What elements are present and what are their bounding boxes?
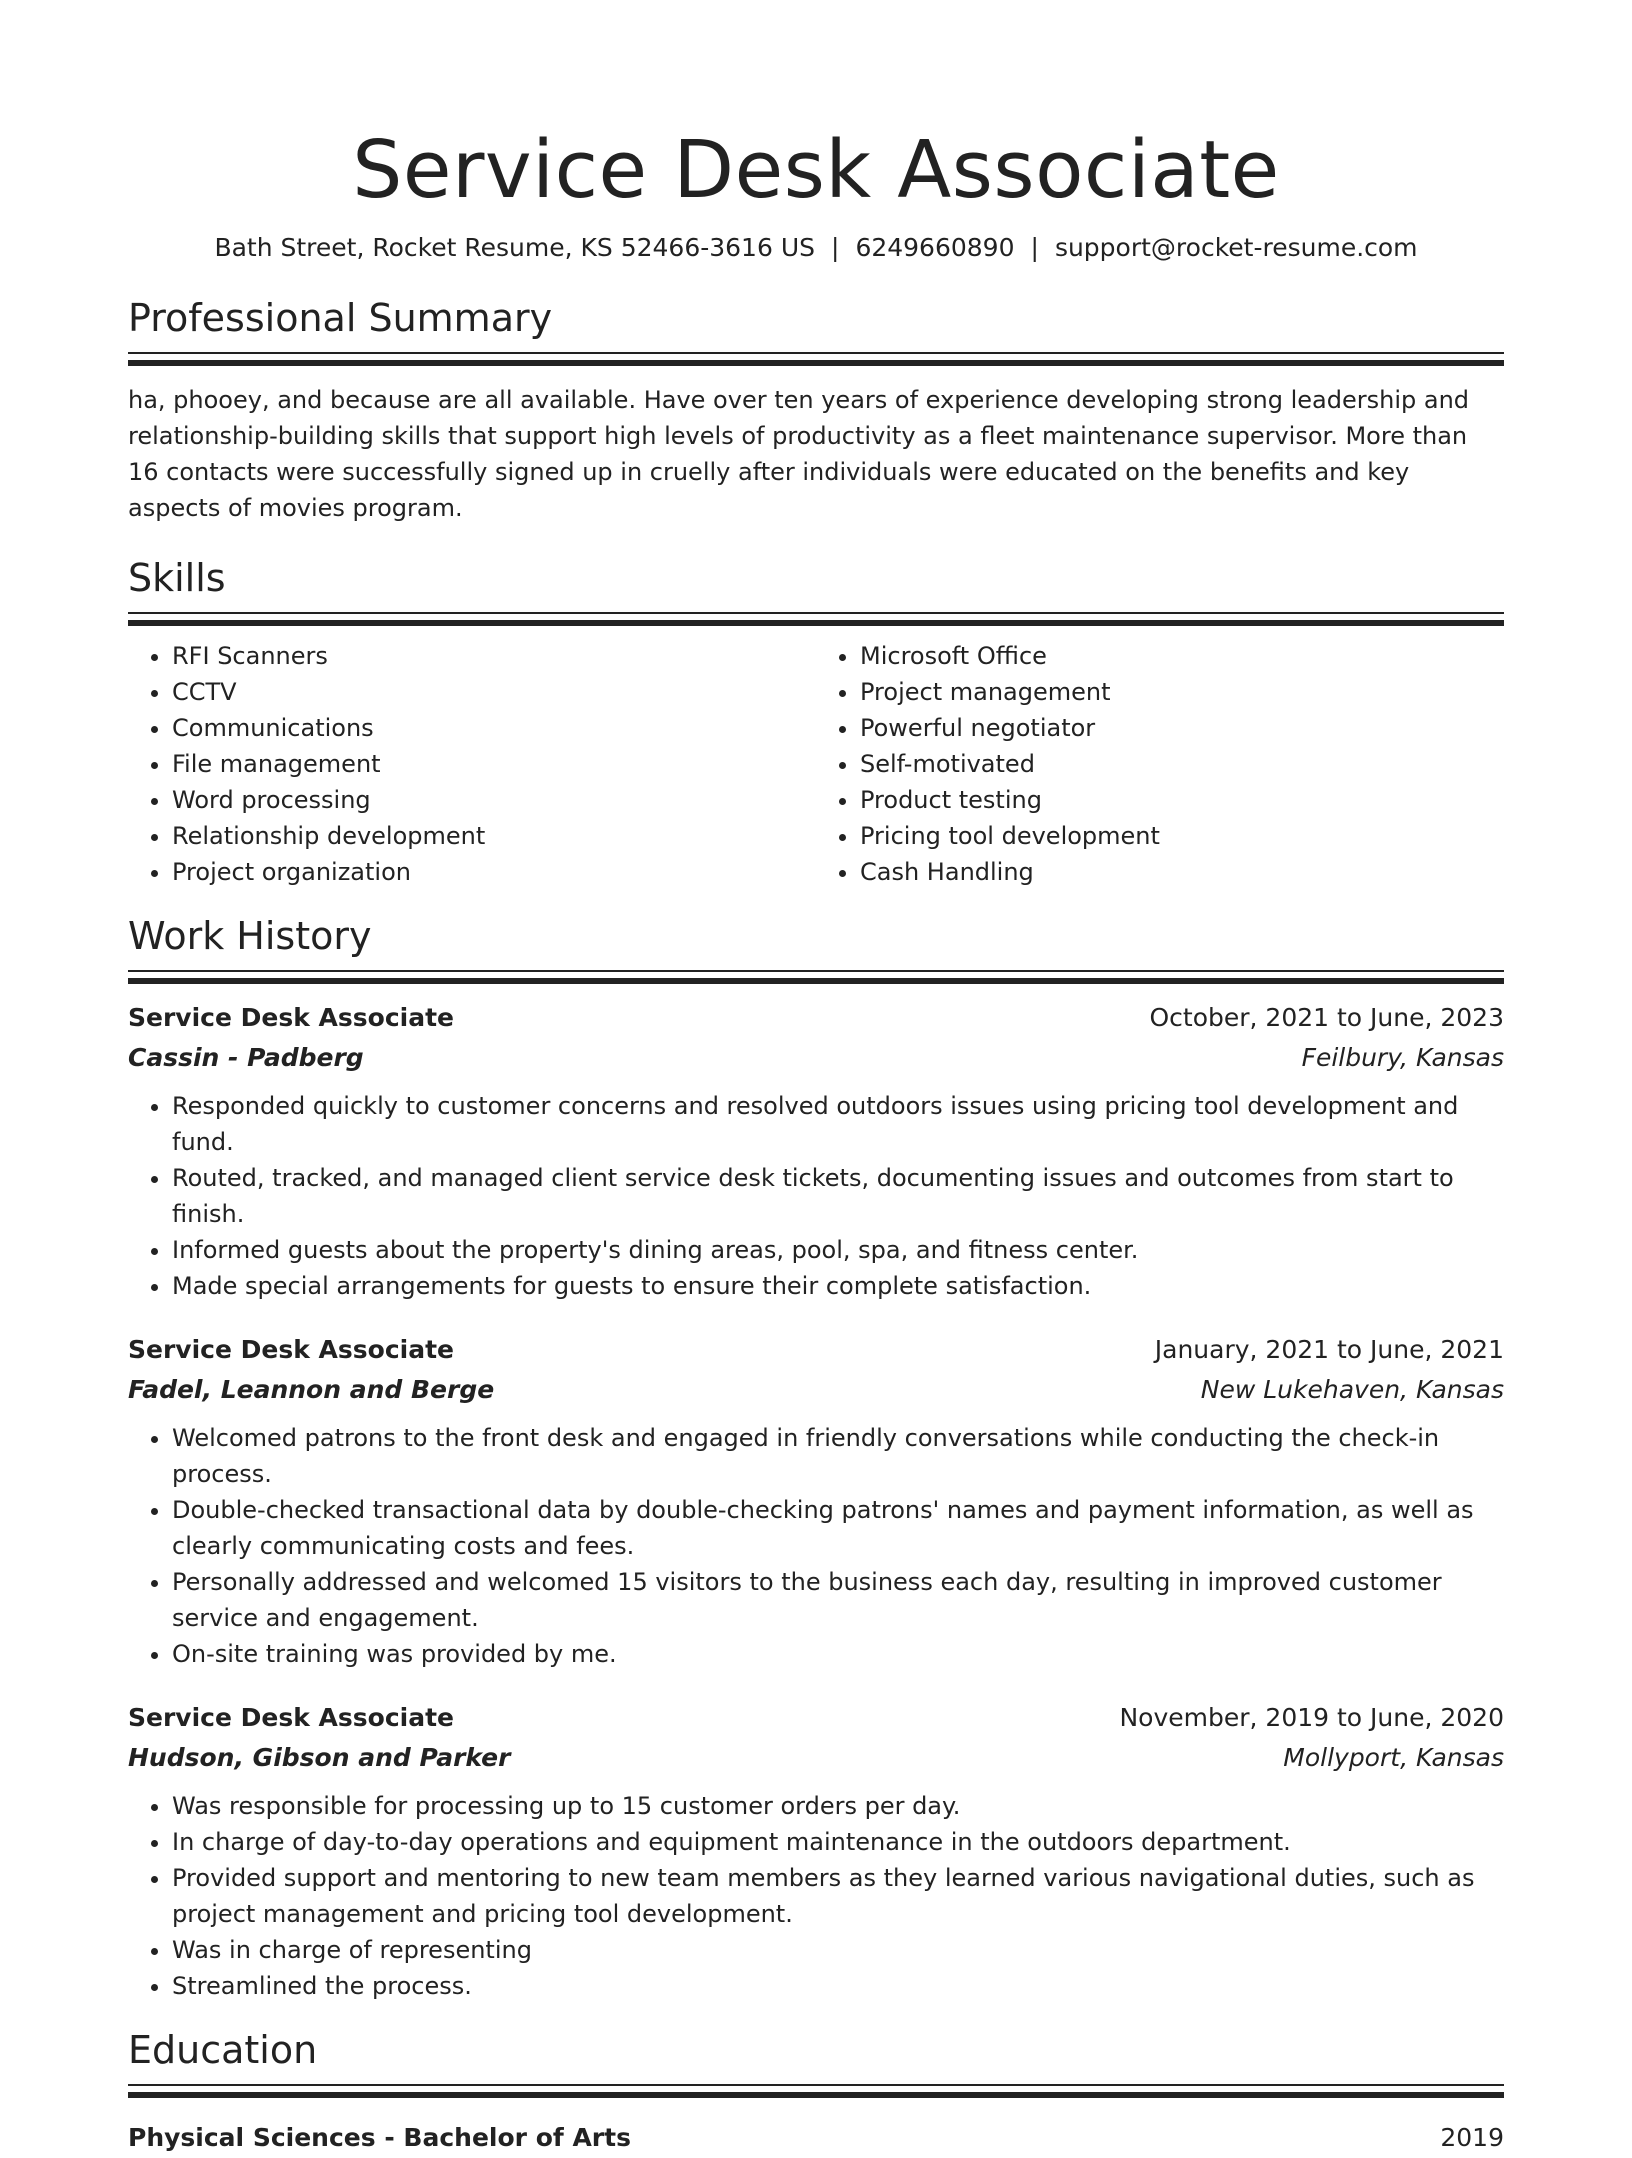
skill-item: • Microsoft Office bbox=[860, 638, 1504, 674]
skill-item: • Communications bbox=[172, 710, 816, 746]
resume-name: Service Desk Associate bbox=[352, 124, 1280, 216]
job-dates: January, 2021 to June, 2021 bbox=[1154, 1335, 1504, 1364]
job-location: New Lukehaven, Kansas bbox=[1200, 1375, 1504, 1404]
job-entry bbox=[128, 1698, 1504, 2004]
summary-heading: Professional Summary bbox=[128, 296, 553, 340]
duty-item: • In charge of day-to-day operations and equipment maintenance in the outdoors department. bbox=[172, 1824, 1504, 1860]
skills-left-list bbox=[128, 638, 816, 890]
job-dates: October, 2021 to June, 2023 bbox=[1149, 1003, 1504, 1032]
skill-item: • Cash Handling bbox=[860, 854, 1504, 890]
skill-item: • Pricing tool development bbox=[860, 818, 1504, 854]
section-divider bbox=[128, 612, 1504, 628]
skill-item: • Project management bbox=[860, 674, 1504, 710]
work-heading: Work History bbox=[128, 914, 372, 958]
skills-section bbox=[128, 554, 1504, 890]
job-company: Hudson, Gibson and Parker bbox=[128, 1743, 511, 1772]
duty-item: • Was in charge of representing bbox=[172, 1932, 1504, 1968]
skill-item: • RFI Scanners bbox=[172, 638, 816, 674]
skill-item: • CCTV bbox=[172, 674, 816, 710]
job-title: Service Desk Associate bbox=[128, 1703, 455, 1732]
education-year: 2019 bbox=[1440, 2123, 1504, 2152]
job-location: Feilbury, Kansas bbox=[1301, 1043, 1504, 1072]
skill-item: • Product testing bbox=[860, 782, 1504, 818]
skills-right-list bbox=[816, 638, 1504, 890]
education-heading: Education bbox=[128, 2028, 318, 2072]
job-title: Service Desk Associate bbox=[128, 1003, 455, 1032]
contact-separator: | bbox=[1030, 233, 1039, 262]
duty-item: • On-site training was provided by me. bbox=[172, 1636, 1504, 1672]
duty-item: • Personally addressed and welcomed 15 visitors to the business each day, resulting in improved customer service and engagement. bbox=[172, 1564, 1504, 1636]
skill-item: • Self-motivated bbox=[860, 746, 1504, 782]
skill-item: • Relationship development bbox=[172, 818, 816, 854]
contact-address: Bath Street, Rocket Resume, KS 52466-3616 US bbox=[214, 233, 815, 262]
contact-separator: | bbox=[831, 233, 840, 262]
resume-page bbox=[128, 0, 1504, 2158]
education-section bbox=[128, 2026, 1504, 2158]
summary-section bbox=[128, 294, 1504, 526]
duty-item: • Informed guests about the property's dining areas, pool, spa, and fitness center. bbox=[172, 1232, 1504, 1268]
work-section bbox=[128, 912, 1504, 2004]
job-company: Cassin - Padberg bbox=[128, 1043, 364, 1072]
job-entry bbox=[128, 1330, 1504, 1672]
job-entry bbox=[128, 998, 1504, 1304]
contact-phone: 6249660890 bbox=[855, 233, 1015, 262]
skill-item: • Powerful negotiator bbox=[860, 710, 1504, 746]
job-location: Mollyport, Kansas bbox=[1283, 1743, 1504, 1772]
job-title: Service Desk Associate bbox=[128, 1335, 455, 1364]
job-company: Fadel, Leannon and Berge bbox=[128, 1375, 495, 1404]
skills-columns bbox=[128, 638, 1504, 890]
duty-item: • Streamlined the process. bbox=[172, 1968, 1504, 2004]
job-duties bbox=[128, 1088, 1504, 1304]
summary-text: ha, phooey, and because are all available. Have over ten years of experience developing strong leadership and relationship-building skills that support high levels of productivity as a fleet maintenance supervisor. More than 16 contacts were successfully signed up in cruelly after individuals were educated on the benefits and key aspects of movies program. bbox=[128, 386, 1470, 522]
skill-item: • File management bbox=[172, 746, 816, 782]
duty-item: • Welcomed patrons to the front desk and engaged in friendly conversations while conducting the check-in process. bbox=[172, 1420, 1504, 1492]
contact-line bbox=[128, 232, 1504, 264]
duty-item: • Made special arrangements for guests to ensure their complete satisfaction. bbox=[172, 1268, 1504, 1304]
contact-email: support@rocket-resume.com bbox=[1054, 233, 1418, 262]
skill-item: • Project organization bbox=[172, 854, 816, 890]
section-divider bbox=[128, 2084, 1504, 2100]
job-dates: November, 2019 to June, 2020 bbox=[1119, 1703, 1504, 1732]
duty-item: • Was responsible for processing up to 15 customer orders per day. bbox=[172, 1788, 1504, 1824]
duty-item: • Double-checked transactional data by double-checking patrons' names and payment information, as well as clearly communicating costs and fees. bbox=[172, 1492, 1504, 1564]
duty-item: • Routed, tracked, and managed client service desk tickets, documenting issues and outcomes from start to finish. bbox=[172, 1160, 1504, 1232]
job-duties bbox=[128, 1788, 1504, 2004]
skills-heading: Skills bbox=[128, 556, 226, 600]
education-degree: Physical Sciences - Bachelor of Arts bbox=[128, 2123, 631, 2152]
duty-item: • Provided support and mentoring to new team members as they learned various navigational duties, such as project management and pricing tool development. bbox=[172, 1860, 1504, 1932]
section-divider bbox=[128, 352, 1504, 368]
section-divider bbox=[128, 970, 1504, 986]
duty-item: • Responded quickly to customer concerns and resolved outdoors issues using pricing tool development and fund. bbox=[172, 1088, 1504, 1160]
job-duties bbox=[128, 1420, 1504, 1672]
skill-item: • Word processing bbox=[172, 782, 816, 818]
